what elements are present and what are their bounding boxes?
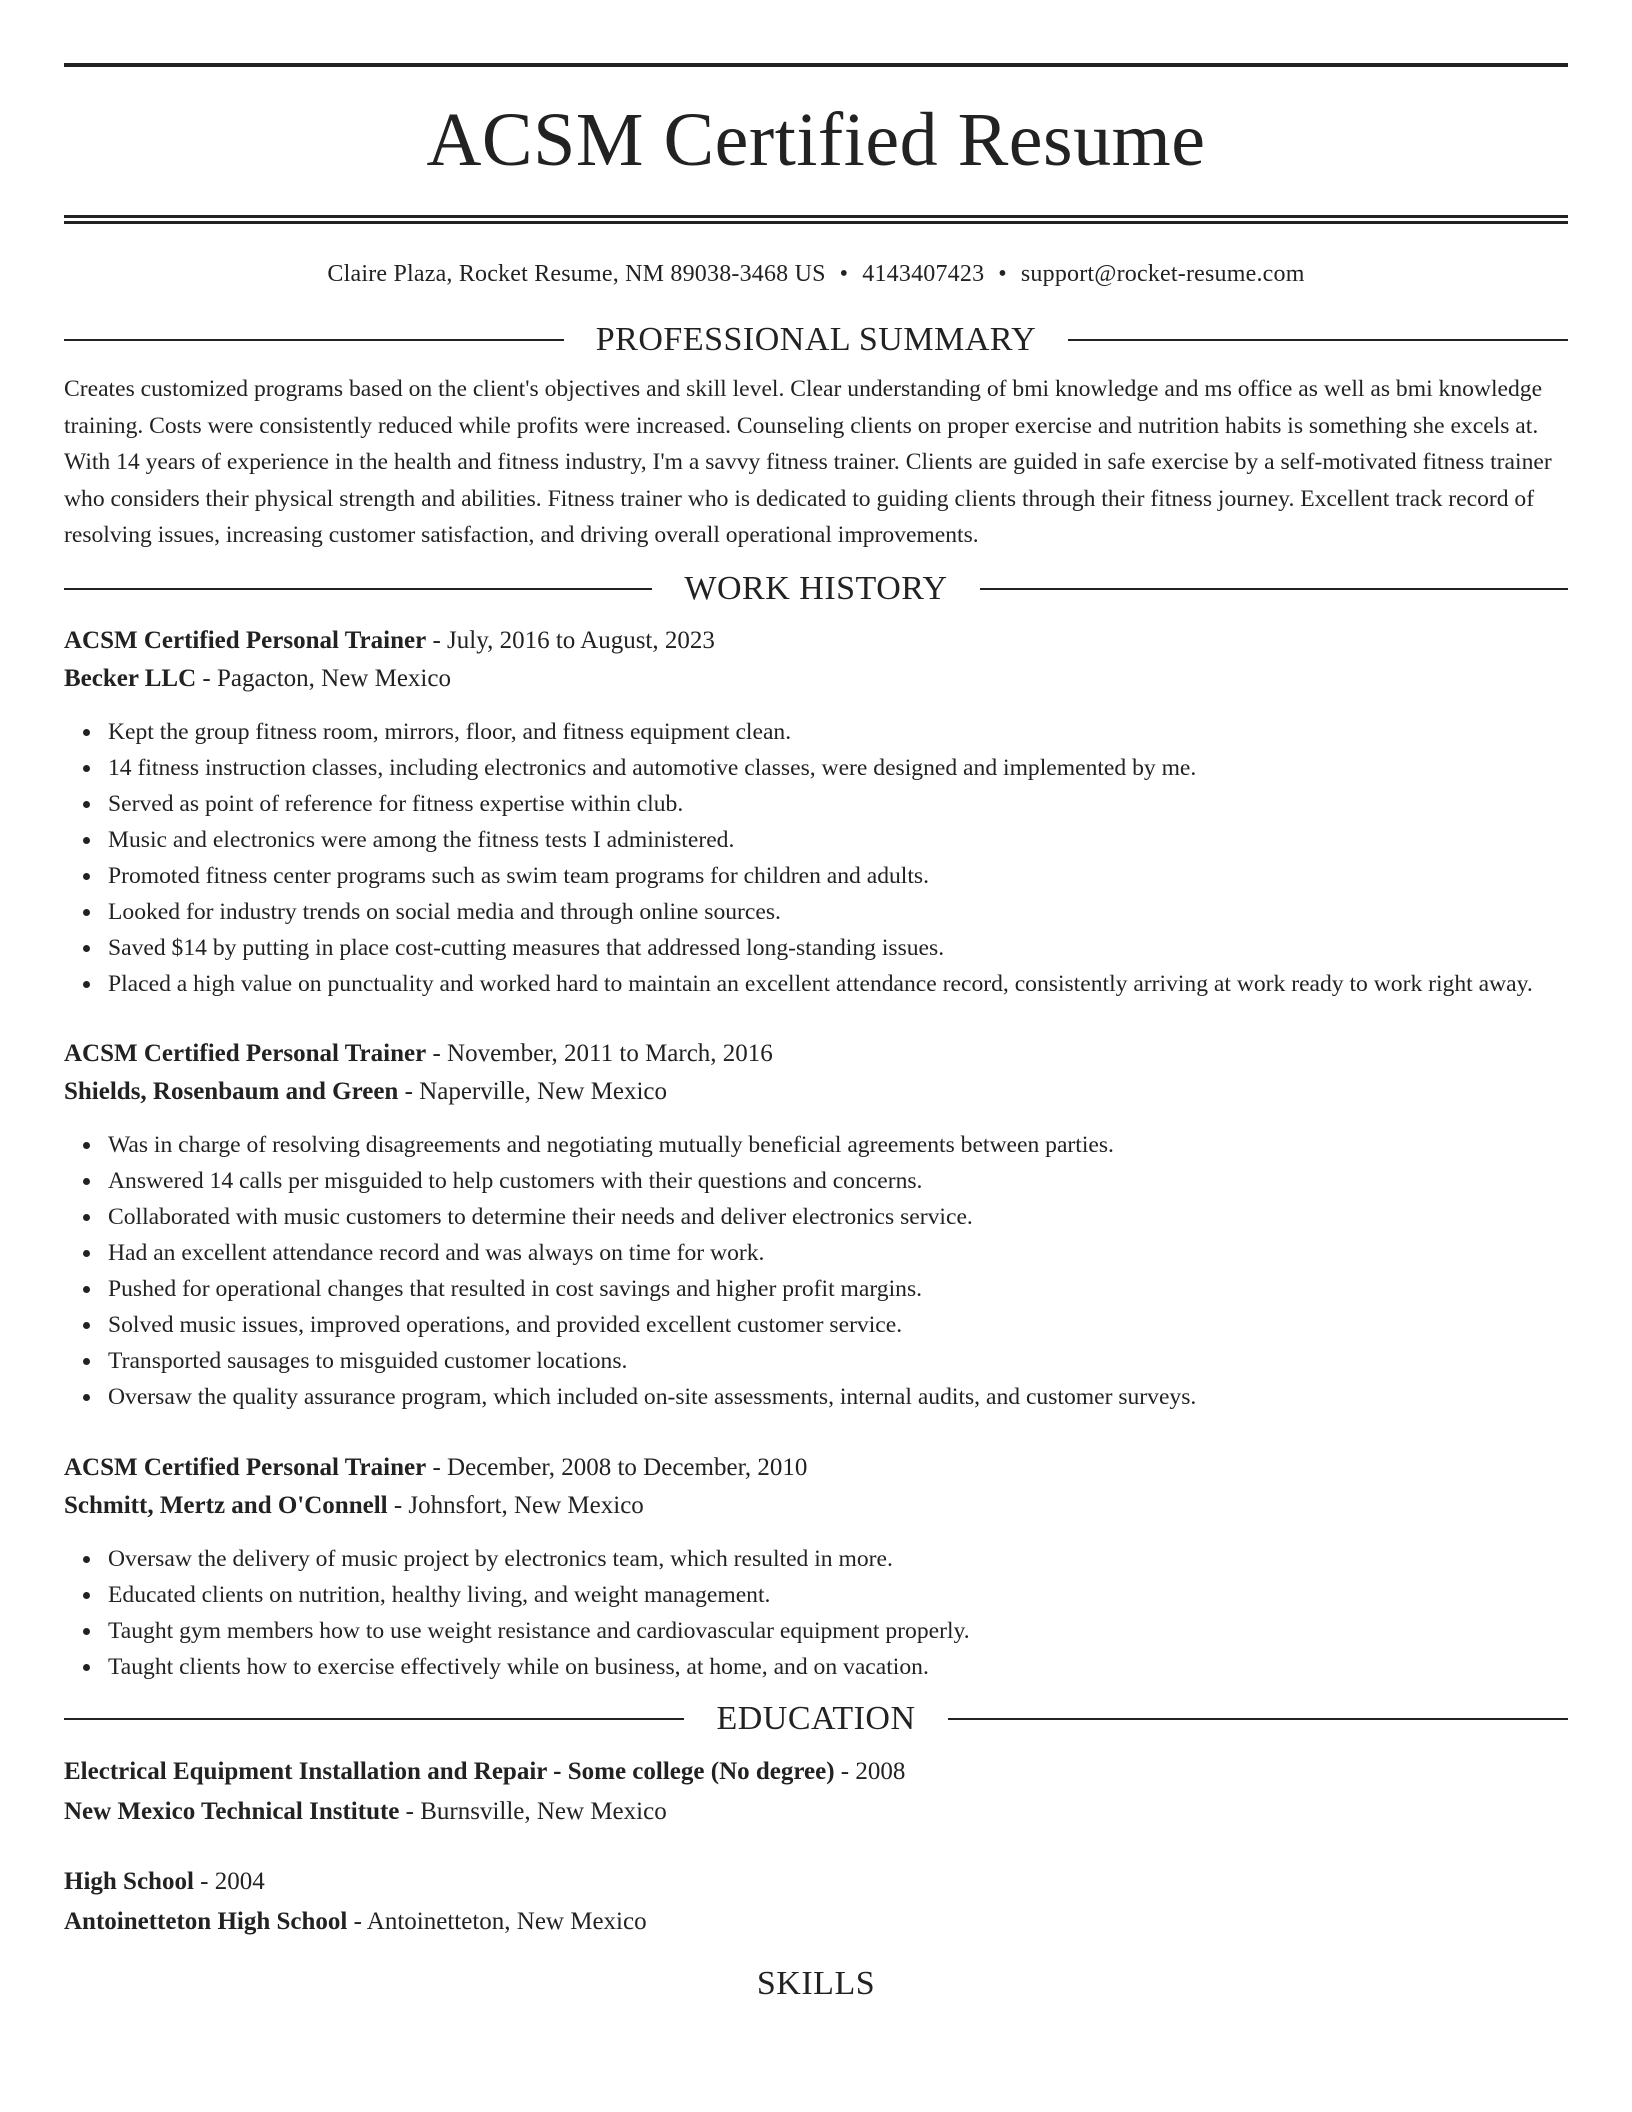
job-company: Schmitt, Mertz and O'Connell xyxy=(64,1491,388,1519)
job-company-line xyxy=(64,660,1568,698)
contact-separator: • xyxy=(839,261,849,287)
heading-rule-right xyxy=(980,588,1568,590)
duty-item: Collaborated with music customers to determine their needs and deliver electronics service. xyxy=(108,1199,1568,1235)
job-title-line xyxy=(64,622,1568,660)
job-company-line xyxy=(64,1487,1568,1525)
duty-item: Kept the group fitness room, mirrors, floor, and fitness equipment clean. xyxy=(108,714,1568,750)
heading-rule-right xyxy=(907,1983,1568,1985)
education-school-line xyxy=(64,1792,1568,1832)
contact-separator: • xyxy=(998,261,1007,287)
job-company-line xyxy=(64,1073,1568,1111)
job-entry xyxy=(64,1035,1568,1415)
duty-item: Taught gym members how to use weight resistance and cardiovascular equipment properly. xyxy=(108,1613,1568,1649)
education-school: New Mexico Technical Institute xyxy=(64,1797,400,1825)
job-dates: - November, 2011 to March, 2016 xyxy=(426,1039,773,1067)
education-degree-line xyxy=(64,1752,1568,1792)
job-location: - Johnsfort, New Mexico xyxy=(387,1491,644,1519)
duty-item: 14 fitness instruction classes, including electronics and automotive classes, were designed and implemented by me. xyxy=(108,750,1568,786)
job-entry xyxy=(64,1449,1568,1685)
job-title: ACSM Certified Personal Trainer xyxy=(64,1039,427,1067)
job-company: Becker LLC xyxy=(64,664,197,692)
section-title: EDUCATION xyxy=(716,1699,916,1737)
section-title: SKILLS xyxy=(756,1964,876,2002)
contact-address: Claire Plaza, Rocket Resume, NM 89038-3468 US xyxy=(327,261,826,287)
job-dates: - July, 2016 to August, 2023 xyxy=(426,626,715,654)
resume-title: ACSM Certified Resume xyxy=(426,98,1206,182)
summary-text: Creates customized programs based on the client's objectives and skill level. Clear understanding of bmi knowledge and ms office as well as bmi knowledge training. Costs were consistently reduced while profits were increased. Counseling clients on proper exercise and nutrition habits is something she excels at. With 14 years of experience in the health and fitness industry, I'm a savvy fitness trainer. Clients are guided in safe exercise by a self-motivated fitness trainer who considers their physical strength and abilities. Fitness trainer who is dedicated to guiding clients through their fitness journey. Excellent track record of resolving issues, increasing customer satisfaction, and driving overall operational improvements. xyxy=(64,376,1552,548)
heading-rule-left xyxy=(64,1983,725,1985)
job-title: ACSM Certified Personal Trainer xyxy=(64,1453,427,1481)
section-title: PROFESSIONAL SUMMARY xyxy=(595,321,1037,358)
duty-item: Served as point of reference for fitness expertise within club. xyxy=(108,786,1568,822)
duty-item: Saved $14 by putting in place cost-cutting measures that addressed long-standing issues. xyxy=(108,930,1568,966)
education-location: - Antoinetteton, New Mexico xyxy=(347,1907,647,1935)
education-entry xyxy=(64,1862,1568,1942)
education-degree: Electrical Equipment Installation and Repair - Some college (No degree) xyxy=(64,1757,835,1785)
duty-item: Answered 14 calls per misguided to help customers with their questions and concerns. xyxy=(108,1163,1568,1199)
heading-rule-left xyxy=(64,339,564,341)
section-title: WORK HISTORY xyxy=(684,569,948,607)
education-entry xyxy=(64,1752,1568,1832)
education-degree-line xyxy=(64,1862,1568,1902)
job-duties xyxy=(64,1541,1568,1685)
duty-item: Educated clients on nutrition, healthy living, and weight management. xyxy=(108,1577,1568,1613)
duty-item: Solved music issues, improved operations, and provided excellent customer service. xyxy=(108,1307,1568,1343)
job-duties xyxy=(64,714,1568,1003)
duty-item: Promoted fitness center programs such as swim team programs for children and adults. xyxy=(108,858,1568,894)
education-school: Antoinetteton High School xyxy=(64,1907,348,1935)
education-location: - Burnsville, New Mexico xyxy=(399,1797,667,1825)
contact-email: support@rocket-resume.com xyxy=(1020,261,1305,287)
contact-phone: 4143407423 xyxy=(862,261,985,287)
job-title-line xyxy=(64,1449,1568,1487)
job-location: - Pagacton, New Mexico xyxy=(196,664,451,692)
job-title-line xyxy=(64,1035,1568,1073)
duty-item: Oversaw the quality assurance program, which included on-site assessments, internal audits, and customer surveys. xyxy=(108,1379,1568,1415)
resume-page xyxy=(64,0,1568,2004)
job-title: ACSM Certified Personal Trainer xyxy=(64,626,427,654)
contact-line xyxy=(64,259,1568,289)
job-dates: - December, 2008 to December, 2010 xyxy=(426,1453,808,1481)
duty-item: Music and electronics were among the fitness tests I administered. xyxy=(108,822,1568,858)
section-heading-work xyxy=(64,569,1568,609)
section-heading-skills xyxy=(64,1964,1568,2004)
job-duties xyxy=(64,1127,1568,1415)
heading-rule-right xyxy=(1068,339,1568,341)
education-school-line xyxy=(64,1902,1568,1942)
title-double-rule xyxy=(64,215,1568,224)
heading-rule-right xyxy=(948,1718,1568,1720)
education-year: - 2008 xyxy=(834,1757,906,1785)
duty-item: Oversaw the delivery of music project by electronics team, which resulted in more. xyxy=(108,1541,1568,1577)
education-year: - 2004 xyxy=(193,1867,265,1895)
duty-item: Transported sausages to misguided customer locations. xyxy=(108,1343,1568,1379)
duty-item: Was in charge of resolving disagreements and negotiating mutually beneficial agreements between parties. xyxy=(108,1127,1568,1163)
section-heading-education xyxy=(64,1699,1568,1739)
job-company: Shields, Rosenbaum and Green xyxy=(64,1077,399,1105)
duty-item: Had an excellent attendance record and was always on time for work. xyxy=(108,1235,1568,1271)
duty-item: Taught clients how to exercise effectively while on business, at home, and on vacation. xyxy=(108,1649,1568,1685)
heading-rule-left xyxy=(64,588,652,590)
duty-item: Pushed for operational changes that resulted in cost savings and higher profit margins. xyxy=(108,1271,1568,1307)
education-degree: High School xyxy=(64,1867,194,1895)
job-location: - Naperville, New Mexico xyxy=(398,1077,667,1105)
heading-rule-left xyxy=(64,1718,684,1720)
job-entry xyxy=(64,622,1568,1003)
section-heading-summary xyxy=(64,320,1568,360)
duty-item: Looked for industry trends on social media and through online sources. xyxy=(108,894,1568,930)
duty-item: Placed a high value on punctuality and worked hard to maintain an excellent attendance record, consistently arriving at work ready to work right away. xyxy=(108,966,1568,1003)
